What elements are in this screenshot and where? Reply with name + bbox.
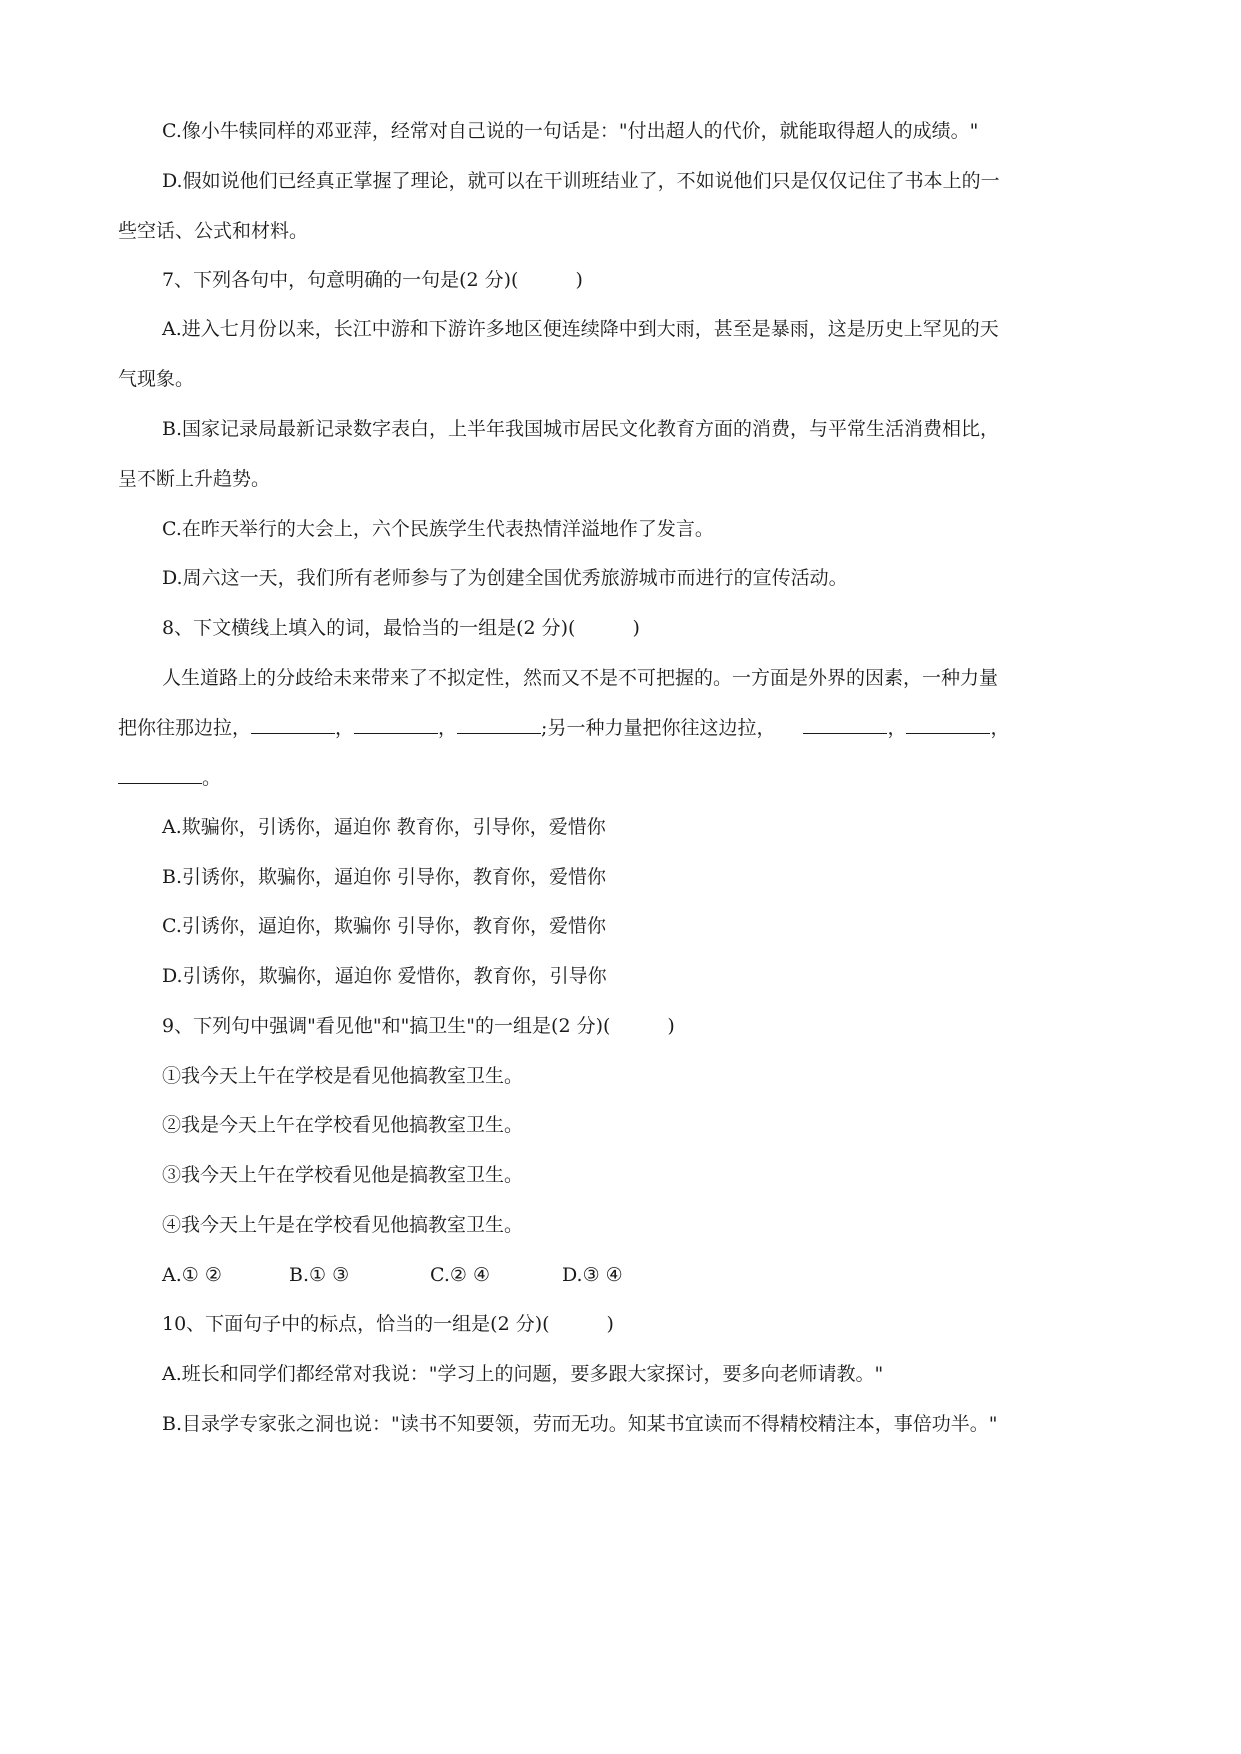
option-d-cont-q6: 些空话、公式和材料。 bbox=[118, 220, 309, 242]
q9-sentence-1: ①我今天上午在学校是看见他搞教室卫生。 bbox=[162, 1065, 524, 1087]
fill-blank bbox=[457, 717, 541, 734]
fill-blank bbox=[906, 717, 990, 734]
q7-option-c: C.在昨天举行的大会上，六个民族学生代表热情洋溢地作了发言。 bbox=[162, 518, 714, 540]
q8-passage-line-3: 。 bbox=[118, 766, 221, 790]
q8-option-d: D.引诱你，欺骗你，逼迫你 爱惜你，教育你，引导你 bbox=[162, 965, 607, 987]
q8-option-b: B.引诱你，欺骗你，逼迫你 引导你，教育你，爱惜你 bbox=[162, 866, 607, 888]
q9-option-c: C.② ④ bbox=[430, 1264, 491, 1286]
q8-option-a: A.欺骗你，引诱你，逼迫你 教育你，引导你，爱惜你 bbox=[162, 816, 606, 838]
question-9-stem: 9、下列句中强调"看见他"和"搞卫生"的一组是(2 分)( ) bbox=[162, 1015, 675, 1037]
q7-option-d: D.周六这一天，我们所有老师参与了为创建全国优秀旅游城市而进行的宣传活动。 bbox=[162, 567, 848, 589]
q7-option-b: B.国家记录局最新记录数字表白，上半年我国城市居民文化教育方面的消费，与平常生活消费相比， bbox=[162, 418, 1000, 440]
fill-blank bbox=[803, 717, 887, 734]
question-7-stem: 7、下列各句中，句意明确的一句是(2 分)( ) bbox=[162, 269, 583, 291]
q7-option-a: A.进入七月份以来，长江中游和下游许多地区便连续降中到大雨，甚至是暴雨，这是历史上罕见的天 bbox=[162, 318, 999, 340]
q7-option-b-cont: 呈不断上升趋势。 bbox=[118, 468, 271, 490]
question-8-stem: 8、下文横线上填入的词，最恰当的一组是(2 分)( ) bbox=[162, 617, 640, 639]
q8-option-c: C.引诱你，逼迫你，欺骗你 引导你，教育你，爱惜你 bbox=[162, 915, 606, 937]
q10-option-a: A.班长和同学们都经常对我说："学习上的问题，要多跟大家探讨，要多向老师请教。" bbox=[162, 1363, 884, 1385]
q7-option-a-cont: 气现象。 bbox=[118, 368, 195, 390]
q9-option-a: A.① ② bbox=[162, 1264, 222, 1286]
q8-passage-line-1: 人生道路上的分歧给未来带来了不拟定性，然而又不是不可把握的。一方面是外界的因素，一种力量 bbox=[162, 667, 999, 689]
q10-option-b: B.目录学专家张之洞也说："读书不知要领，劳而无功。知某书宜读而不得精校精注本，事倍功半。" bbox=[162, 1413, 998, 1435]
fill-blank bbox=[251, 717, 335, 734]
question-10-stem: 10、下面句子中的标点，恰当的一组是(2 分)( ) bbox=[162, 1313, 614, 1335]
q9-sentence-3: ③我今天上午在学校看见他是搞教室卫生。 bbox=[162, 1164, 524, 1186]
option-c-line-q6: C.像小牛犊同样的邓亚萍，经常对自己说的一句话是："付出超人的代价，就能取得超人的成绩。" bbox=[162, 120, 979, 142]
q8-passage-line-2: 把你往那边拉， ， ， ;另一种力量把你往这边拉， ， ， bbox=[118, 717, 1010, 739]
fill-blank bbox=[354, 717, 438, 734]
option-d-line-q6: D.假如说他们已经真正掌握了理论，就可以在干训班结业了，不如说他们只是仅仅记住了书本上的一 bbox=[162, 170, 1000, 192]
q9-sentence-4: ④我今天上午是在学校看见他搞教室卫生。 bbox=[162, 1214, 524, 1236]
q9-sentence-2: ②我是今天上午在学校看见他搞教室卫生。 bbox=[162, 1114, 524, 1136]
q9-option-b: B.① ③ bbox=[289, 1264, 350, 1286]
fill-blank bbox=[118, 767, 202, 784]
q9-option-d: D.③ ④ bbox=[562, 1264, 623, 1286]
